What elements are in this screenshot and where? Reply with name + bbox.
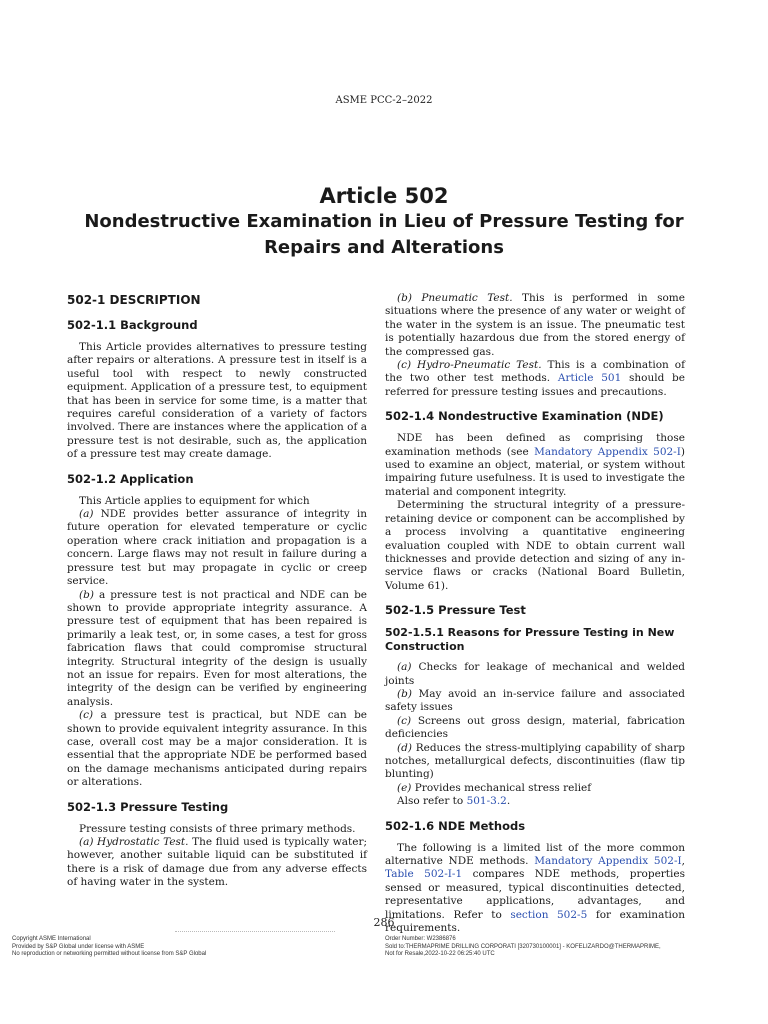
text: . [506, 795, 511, 808]
item-text: This is performed in some situations where the presence of any water or weight of the water in the system is an issue. The pneumatic test is potentially hazardous due from the stored energy of the compressed gas. [385, 292, 685, 358]
text: , [681, 855, 685, 867]
item-label: (a) [397, 661, 412, 674]
item-title: Hydro-Pneumatic Test. [411, 359, 542, 372]
item-text: NDE provides better assurance of integrity in future operation for elevated temperature or cyclic operation where crack initiation and propagation is a concern. Large flaws may not result in failure during a pressure test but may propagate in cyclic or creep service. [67, 508, 367, 588]
article-number: Article 502 [319, 184, 449, 208]
item-label: (e) [397, 781, 412, 794]
text: compares NDE methods, properties sensed or measured, typical discontinuities detected, representative applications, advantages, and limitations. Refer to [385, 868, 685, 921]
footer-left [12, 936, 206, 959]
left-column [67, 292, 367, 890]
item-text: Screens out gross design, material, fabrication deficiencies [385, 714, 685, 741]
pressure-testing-item-c [385, 359, 685, 399]
item-text: The fluid used is typically water; however, another suitable liquid can be substituted if there is a risk of damage due from any adverse effects of having water in the system. [67, 836, 367, 889]
item-label: (b) [397, 687, 412, 700]
nde-paragraph-2: Determining the structural integrity of a pressure-retaining device or component can be accomplished by a process involving a quantitative engineering evaluation coupled with NDE to obtain current wall thicknesses and provide detection and sizing of any in-service flaws or cracks (National Board Bulletin, Volume 61). [385, 499, 685, 592]
reason-item-b [385, 688, 685, 715]
text: NDE has been defined as comprising those examination methods (see [385, 432, 685, 458]
application-item-c [67, 709, 367, 789]
reason-item-a [385, 661, 685, 688]
item-label: (b) [397, 292, 412, 304]
heading-502-1-6: 502-1.6 NDE Methods [385, 818, 526, 833]
reason-item-c [385, 715, 685, 742]
application-item-a [67, 508, 367, 588]
item-text: a pressure test is practical, but NDE can be shown to provide equivalent integrity assurance. In this case, overall cost may be a major consideration. It is essential that the appropriate NDE be performed based on the damage mechanisms anticipated during repairs or alterations. [67, 709, 367, 789]
link-mandatory-appendix-502-i[interactable]: Mandatory Appendix 502-I [534, 855, 682, 867]
application-item-b [67, 589, 367, 710]
link-mandatory-appendix-502-i[interactable]: Mandatory Appendix 502-I [534, 445, 681, 458]
heading-502-1-5-1: 502-1.5.1 Reasons for Pressure Testing in New Construction [385, 626, 675, 654]
footer-sold-to: Sold to:THERMAPRIME DRILLING CORPORATI [320730100001] - KOFELIZARDO@THERMAPRIME, [385, 943, 661, 950]
text: ) used to examine an object, material, or system without impairing future usefulness. It is used to investigate the material and component integrity. [385, 445, 685, 498]
item-text: should be referred for pressure testing issues and precautions. [385, 372, 685, 398]
item-label: (b) [79, 588, 94, 601]
footer-order-number: Order Number: W2386876 [385, 936, 456, 942]
item-text: Provides mechanical stress relief [411, 781, 592, 794]
item-text: Checks for leakage of mechanical and welded joints [385, 661, 685, 687]
item-title: Pneumatic Test. [411, 292, 513, 304]
heading-502-1: 502-1 DESCRIPTION [67, 293, 201, 307]
text: Also refer to [397, 795, 467, 808]
item-text: May avoid an in-service failure and associated safety issues [385, 687, 685, 714]
link-article-501[interactable]: Article 501 [557, 372, 622, 385]
footer-not-for-resale: Not for Resale,2022-10-22 06:25:40 UTC [385, 951, 495, 957]
link-501-3-2[interactable]: 501-3.2 [466, 795, 507, 808]
item-title: Hydrostatic Test. [93, 836, 189, 848]
link-section-502-5[interactable]: section 502-5 [510, 908, 588, 921]
heading-502-1-3: 502-1.3 Pressure Testing [67, 799, 229, 814]
item-label: (c) [79, 709, 94, 722]
footer-copyright: Copyright ASME International [12, 936, 91, 942]
item-label: (c) [397, 359, 412, 372]
item-text: Reduces the stress-multiplying capability of sharp notches, metallurgical defects, discontinuities (flaw tip blunting) [385, 741, 685, 781]
page-number: 286 [373, 916, 395, 929]
pressure-testing-item-b [385, 292, 685, 359]
heading-502-1-5: 502-1.5 Pressure Test [385, 603, 526, 618]
nde-paragraph-1 [385, 432, 685, 499]
article-title-line-2: Repairs and Alterations [264, 237, 504, 258]
heading-502-1-1: 502-1.1 Background [67, 318, 198, 332]
text: The following is a limited list of the more common alternative NDE methods. [385, 841, 685, 867]
item-text: This is a combination of the two other test methods. [385, 359, 685, 385]
application-intro: This Article applies to equipment for which [79, 494, 310, 507]
also-refer [385, 795, 685, 808]
footer-no-reproduction: No reproduction or networking permitted without license from S&P Global [12, 951, 207, 957]
item-label: (a) [79, 836, 94, 848]
item-label: (c) [397, 714, 412, 727]
link-table-502-i-1[interactable]: Table 502-I-1 [385, 868, 463, 881]
article-title-block [0, 183, 768, 261]
item-label: (d) [397, 741, 412, 754]
pressure-testing-item-a [67, 836, 367, 890]
right-column [385, 292, 685, 935]
footer-right [385, 936, 661, 959]
running-head: ASME PCC-2–2022 [335, 95, 433, 106]
item-text: a pressure test is not practical and NDE can be shown to provide appropriate integrity assurance. A pressure test of equipment that has been repaired is primarily a leak test, or, in some cases, a test for gross fabrication flaws that could compromise structural integrity. Structural integrity of the design is usually not an issue for repairs. Even for most alterations, the integrity of the design can be verified by engineering analysis. [67, 588, 367, 708]
reason-item-d [385, 742, 685, 782]
heading-502-1-2: 502-1.2 Application [67, 471, 194, 486]
article-title-line-1: Nondestructive Examination in Lieu of Pressure Testing for [84, 211, 684, 232]
pressure-testing-intro: Pressure testing consists of three primary methods. [79, 822, 356, 835]
text: for examination requirements. [385, 908, 685, 935]
background-paragraph: This Article provides alternatives to pressure testing after repairs or alterations. A pressure test in itself is a useful tool with respect to newly constructed equipment. Application of a pressure test, to equipment that has been in service for some time, is a matter that requires careful consideration of a variety of factors involved. There are instances where the application of a pressure test is not desirable, such as, the application of a pressure test may create damage. [67, 341, 367, 461]
footer-provided-by: Provided by S&P Global under license with ASME [12, 943, 145, 950]
item-label: (a) [79, 508, 94, 521]
heading-502-1-4: 502-1.4 Nondestructive Examination (NDE) [385, 409, 664, 424]
footer-divider [175, 931, 335, 932]
reason-item-e [385, 782, 685, 795]
